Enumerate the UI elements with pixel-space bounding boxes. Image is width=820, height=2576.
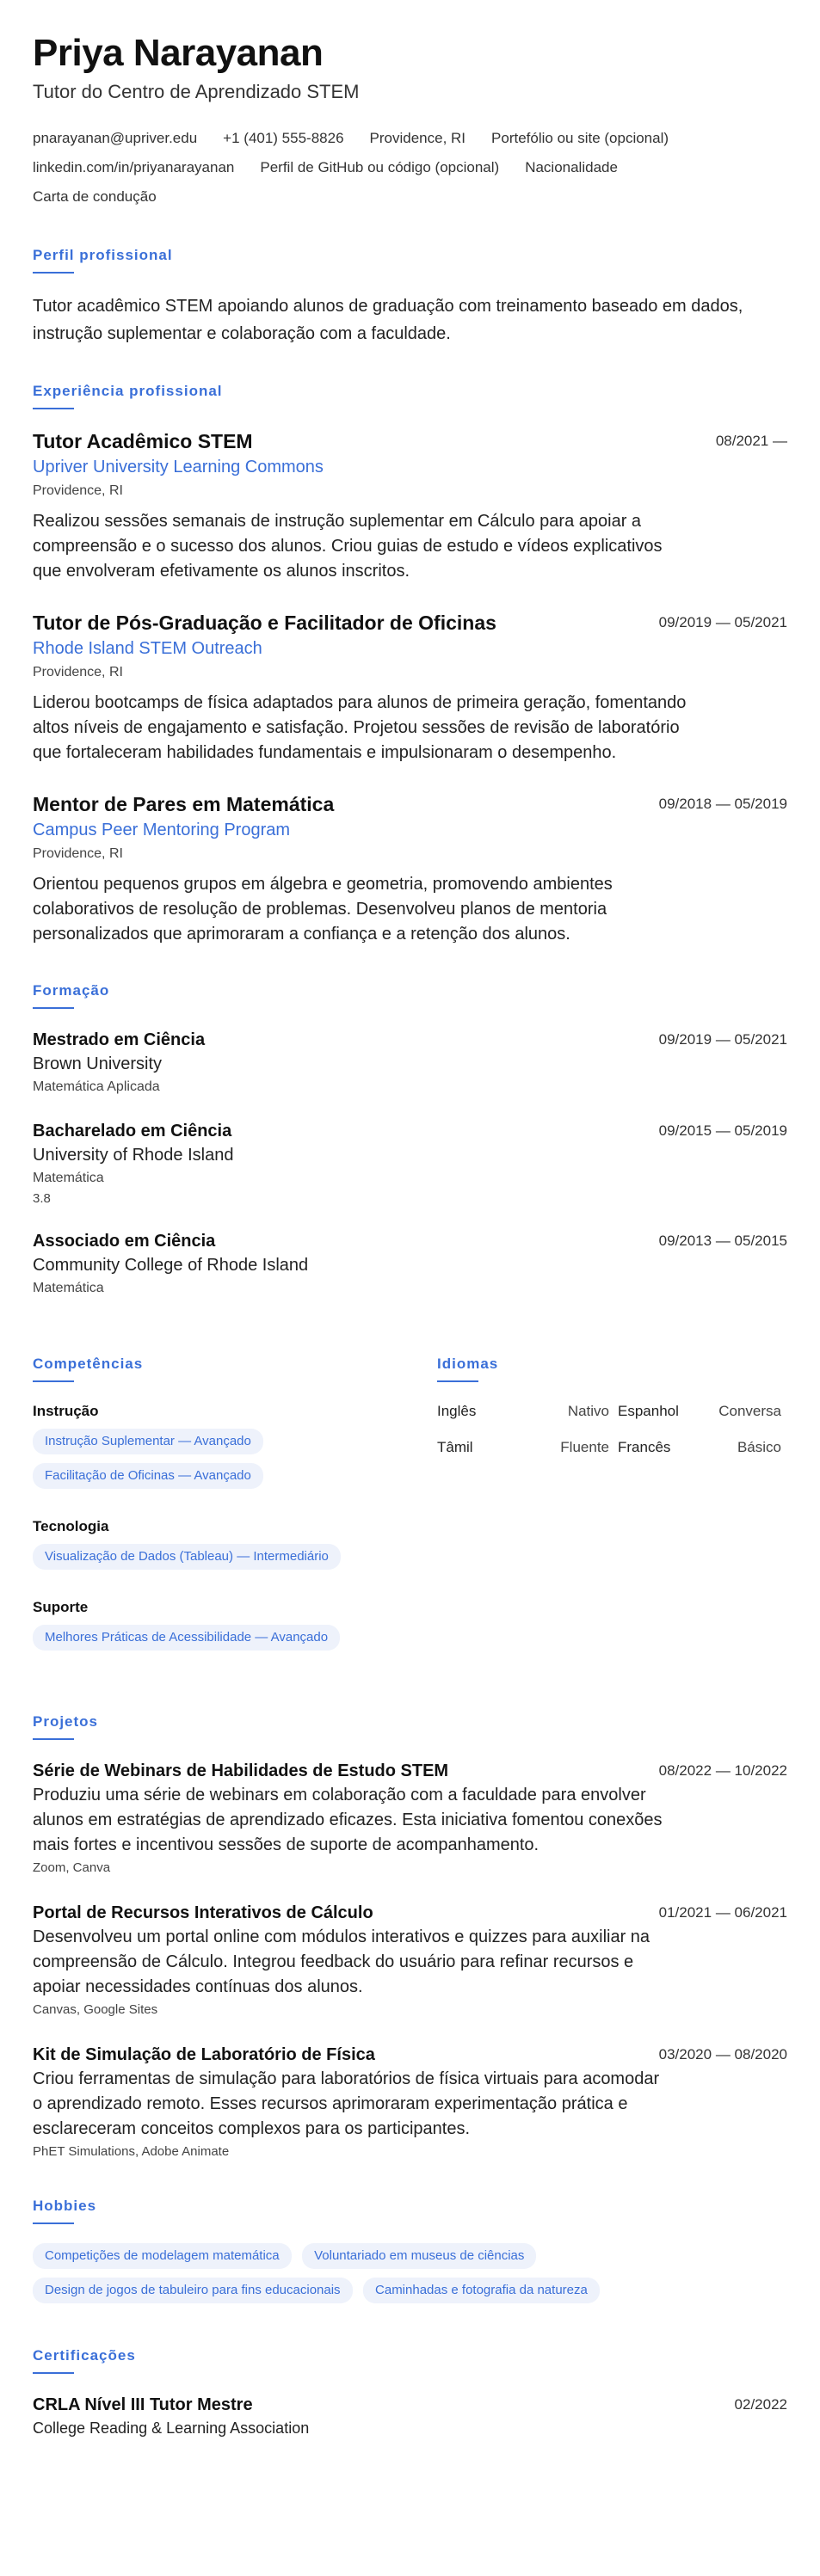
section-title-skills: Competências (33, 1356, 144, 1372)
experience-org: Rhode Island STEM Outreach (33, 639, 262, 658)
section-title-projects: Projetos (33, 1713, 99, 1730)
contact-phone[interactable]: +1 (401) 555-8826 (223, 130, 344, 146)
hobbies-section (33, 2197, 787, 2312)
section-title-summary: Perfil profissional (33, 247, 173, 263)
experience-description: Liderou bootcamps de física adaptados para alunos de primeira geração, fomentando altos níveis de engajamento e satisfação. Projetou sessões de revisão de laboratório que fortaleceram habilidades fundamentais e impulsionaram o desempenho. (33, 693, 687, 762)
certification-date: 02/2022 (734, 2396, 787, 2413)
section-divider (33, 1380, 74, 1382)
project-name: Série de Webinars de Habilidades de Estudo STEM (33, 1761, 449, 1780)
skill-group (33, 1597, 437, 1659)
skills-languages-row (33, 1320, 787, 1678)
education-degree: Bacharelado em Ciência (33, 1122, 232, 1140)
education-degree: Associado em Ciência (33, 1232, 216, 1251)
skill-group-title: Instrução (33, 1403, 99, 1419)
section-title-languages: Idiomas (437, 1356, 499, 1372)
hobby-tag: Design de jogos de tabuleiro para fins educacionais (33, 2278, 353, 2303)
languages-section (437, 1320, 787, 1678)
education-school: Community College of Rhode Island (33, 1256, 309, 1275)
experience-role: Tutor de Pós-Graduação e Facilitador de Oficinas (33, 612, 496, 634)
project-item (33, 1901, 787, 2020)
resume-header (33, 31, 787, 212)
language-level: Básico (737, 1439, 781, 1455)
language-name: Espanhol (618, 1403, 679, 1419)
contact-portfolio[interactable]: Portefólio ou site (opcional) (491, 130, 669, 146)
project-date: 01/2021 — 06/2021 (658, 1904, 787, 1921)
experience-role: Mentor de Pares em Matemática (33, 793, 335, 815)
language-name: Francês (618, 1439, 671, 1455)
project-date: 03/2020 — 08/2020 (658, 2046, 787, 2063)
experience-description: Orientou pequenos grupos em álgebra e geometria, promovendo ambientes colaborativos de resolução de problemas. Desenvolveu planos de mentoria personalizados que aprimoraram a confiança e a retenção dos alunos. (33, 875, 613, 944)
experience-item (33, 610, 787, 765)
education-date: 09/2013 — 05/2015 (658, 1233, 787, 1249)
project-tools: Zoom, Canva (33, 1860, 111, 1875)
education-gpa: 3.8 (33, 1191, 51, 1206)
candidate-name: Priya Narayanan (33, 32, 324, 74)
contact-github[interactable]: Perfil de GitHub ou código (opcional) (260, 159, 500, 175)
experience-role: Tutor Acadêmico STEM (33, 430, 253, 452)
projects-section (33, 1712, 787, 2162)
certifications-section (33, 2346, 787, 2439)
skill-tag: Visualização de Dados (Tableau) — Intermediário (33, 1544, 341, 1570)
experience-date: 08/2021 — (715, 433, 787, 449)
language-level: Fluente (560, 1439, 609, 1455)
hobby-tag: Voluntariado em museus de ciências (302, 2243, 536, 2269)
project-description: Produziu uma série de webinars em colaboração com a faculdade para envolver alunos em estratégias de aprendizado eficazes. Esta iniciativa fomentou conexões mais fortes e incentivou sessões de suporte de acompanhamento. (33, 1786, 663, 1854)
language-name: Inglês (437, 1403, 477, 1419)
hobby-tag: Competições de modelagem matemática (33, 2243, 292, 2269)
section-divider (437, 1380, 478, 1382)
education-field: Matemática Aplicada (33, 1079, 160, 1094)
experience-item (33, 428, 787, 584)
contact-email[interactable]: pnarayanan@upriver.edu (33, 130, 198, 146)
experience-location: Providence, RI (33, 846, 123, 861)
candidate-title: Tutor do Centro de Aprendizado STEM (33, 81, 360, 102)
skills-section (33, 1320, 437, 1678)
section-divider (33, 2372, 74, 2374)
education-item (33, 1119, 787, 1208)
project-description: Desenvolveu um portal online com módulos interativos e quizzes para auxiliar na compreensão de Cálculo. Integrou feedback do usuário para refinar recursos e apoiar necessidades contínuas dos alunos. (33, 1927, 650, 1996)
education-school: Brown University (33, 1054, 163, 1073)
skill-tag: Instrução Suplementar — Avançado (33, 1429, 263, 1454)
education-date: 09/2019 — 05/2021 (658, 1031, 787, 1048)
contact-list (33, 124, 755, 212)
project-tools: Canvas, Google Sites (33, 2002, 158, 2017)
skill-group-title: Suporte (33, 1599, 89, 1615)
education-date: 09/2015 — 05/2019 (658, 1122, 787, 1139)
section-divider (33, 1007, 74, 1009)
certification-name: CRLA Nível III Tutor Mestre (33, 2395, 253, 2414)
experience-date: 09/2018 — 05/2019 (658, 796, 787, 812)
project-item (33, 1759, 787, 1878)
hobby-tag: Caminhadas e fotografia da natureza (363, 2278, 600, 2303)
contact-location: Providence, RI (369, 130, 466, 146)
education-section (33, 981, 787, 1300)
summary-section (33, 246, 787, 347)
contact-linkedin[interactable]: linkedin.com/in/priyanarayanan (33, 159, 235, 175)
experience-section (33, 382, 787, 947)
project-name: Kit de Simulação de Laboratório de Física (33, 2045, 375, 2064)
experience-description: Realizou sessões semanais de instrução suplementar em Cálculo para apoiar a compreensão e o sucesso dos alunos. Criou guias de estudo e vídeos explicativos que envolveram efetivamente os alunos inscritos. (33, 512, 663, 581)
section-title-experience: Experiência profissional (33, 383, 223, 399)
language-level: Nativo (567, 1403, 609, 1419)
certification-item (33, 2393, 787, 2439)
summary-text: Tutor acadêmico STEM apoiando alunos de graduação com treinamento baseado em dados, instrução suplementar e colaboração com a faculdade. (33, 297, 743, 343)
experience-location: Providence, RI (33, 483, 123, 498)
education-degree: Mestrado em Ciência (33, 1030, 206, 1049)
project-item (33, 2043, 787, 2162)
experience-location: Providence, RI (33, 665, 123, 679)
education-item (33, 1028, 787, 1098)
skill-group (33, 1401, 437, 1497)
language-level: Conversa (718, 1403, 781, 1419)
section-divider (33, 1738, 74, 1740)
skill-group-title: Tecnologia (33, 1518, 109, 1534)
education-item (33, 1229, 787, 1300)
skill-tag: Facilitação de Oficinas — Avançado (33, 1463, 263, 1489)
experience-item (33, 791, 787, 947)
contact-driving-license: Carta de condução (33, 188, 157, 205)
section-divider (33, 272, 74, 274)
experience-org: Campus Peer Mentoring Program (33, 821, 291, 839)
project-tools: PhET Simulations, Adobe Animate (33, 2144, 230, 2159)
section-title-hobbies: Hobbies (33, 2198, 97, 2214)
education-school: University of Rhode Island (33, 1146, 234, 1165)
education-field: Matemática (33, 1281, 104, 1295)
section-divider (33, 2222, 74, 2224)
experience-org: Upriver University Learning Commons (33, 458, 324, 476)
hobby-tag-list (33, 2243, 687, 2312)
language-grid (437, 1401, 787, 1458)
section-divider (33, 408, 74, 409)
experience-date: 09/2019 — 05/2021 (658, 614, 787, 630)
skill-tag: Melhores Práticas de Acessibilidade — Avançado (33, 1625, 340, 1651)
education-field: Matemática (33, 1171, 104, 1185)
project-name: Portal de Recursos Interativos de Cálculo (33, 1903, 373, 1922)
section-title-certifications: Certificações (33, 2347, 136, 2364)
project-date: 08/2022 — 10/2022 (658, 1762, 787, 1779)
contact-nationality: Nacionalidade (525, 159, 618, 175)
skill-group (33, 1516, 437, 1578)
certification-org: College Reading & Learning Association (33, 2419, 310, 2437)
language-name: Tâmil (437, 1439, 473, 1455)
section-title-education: Formação (33, 982, 110, 999)
project-description: Criou ferramentas de simulação para laboratórios de física virtuais para acomodar o aprendizado remoto. Esses recursos aprimoraram experimentação prática e esclareceram conceitos complexos para os participantes. (33, 2069, 660, 2138)
